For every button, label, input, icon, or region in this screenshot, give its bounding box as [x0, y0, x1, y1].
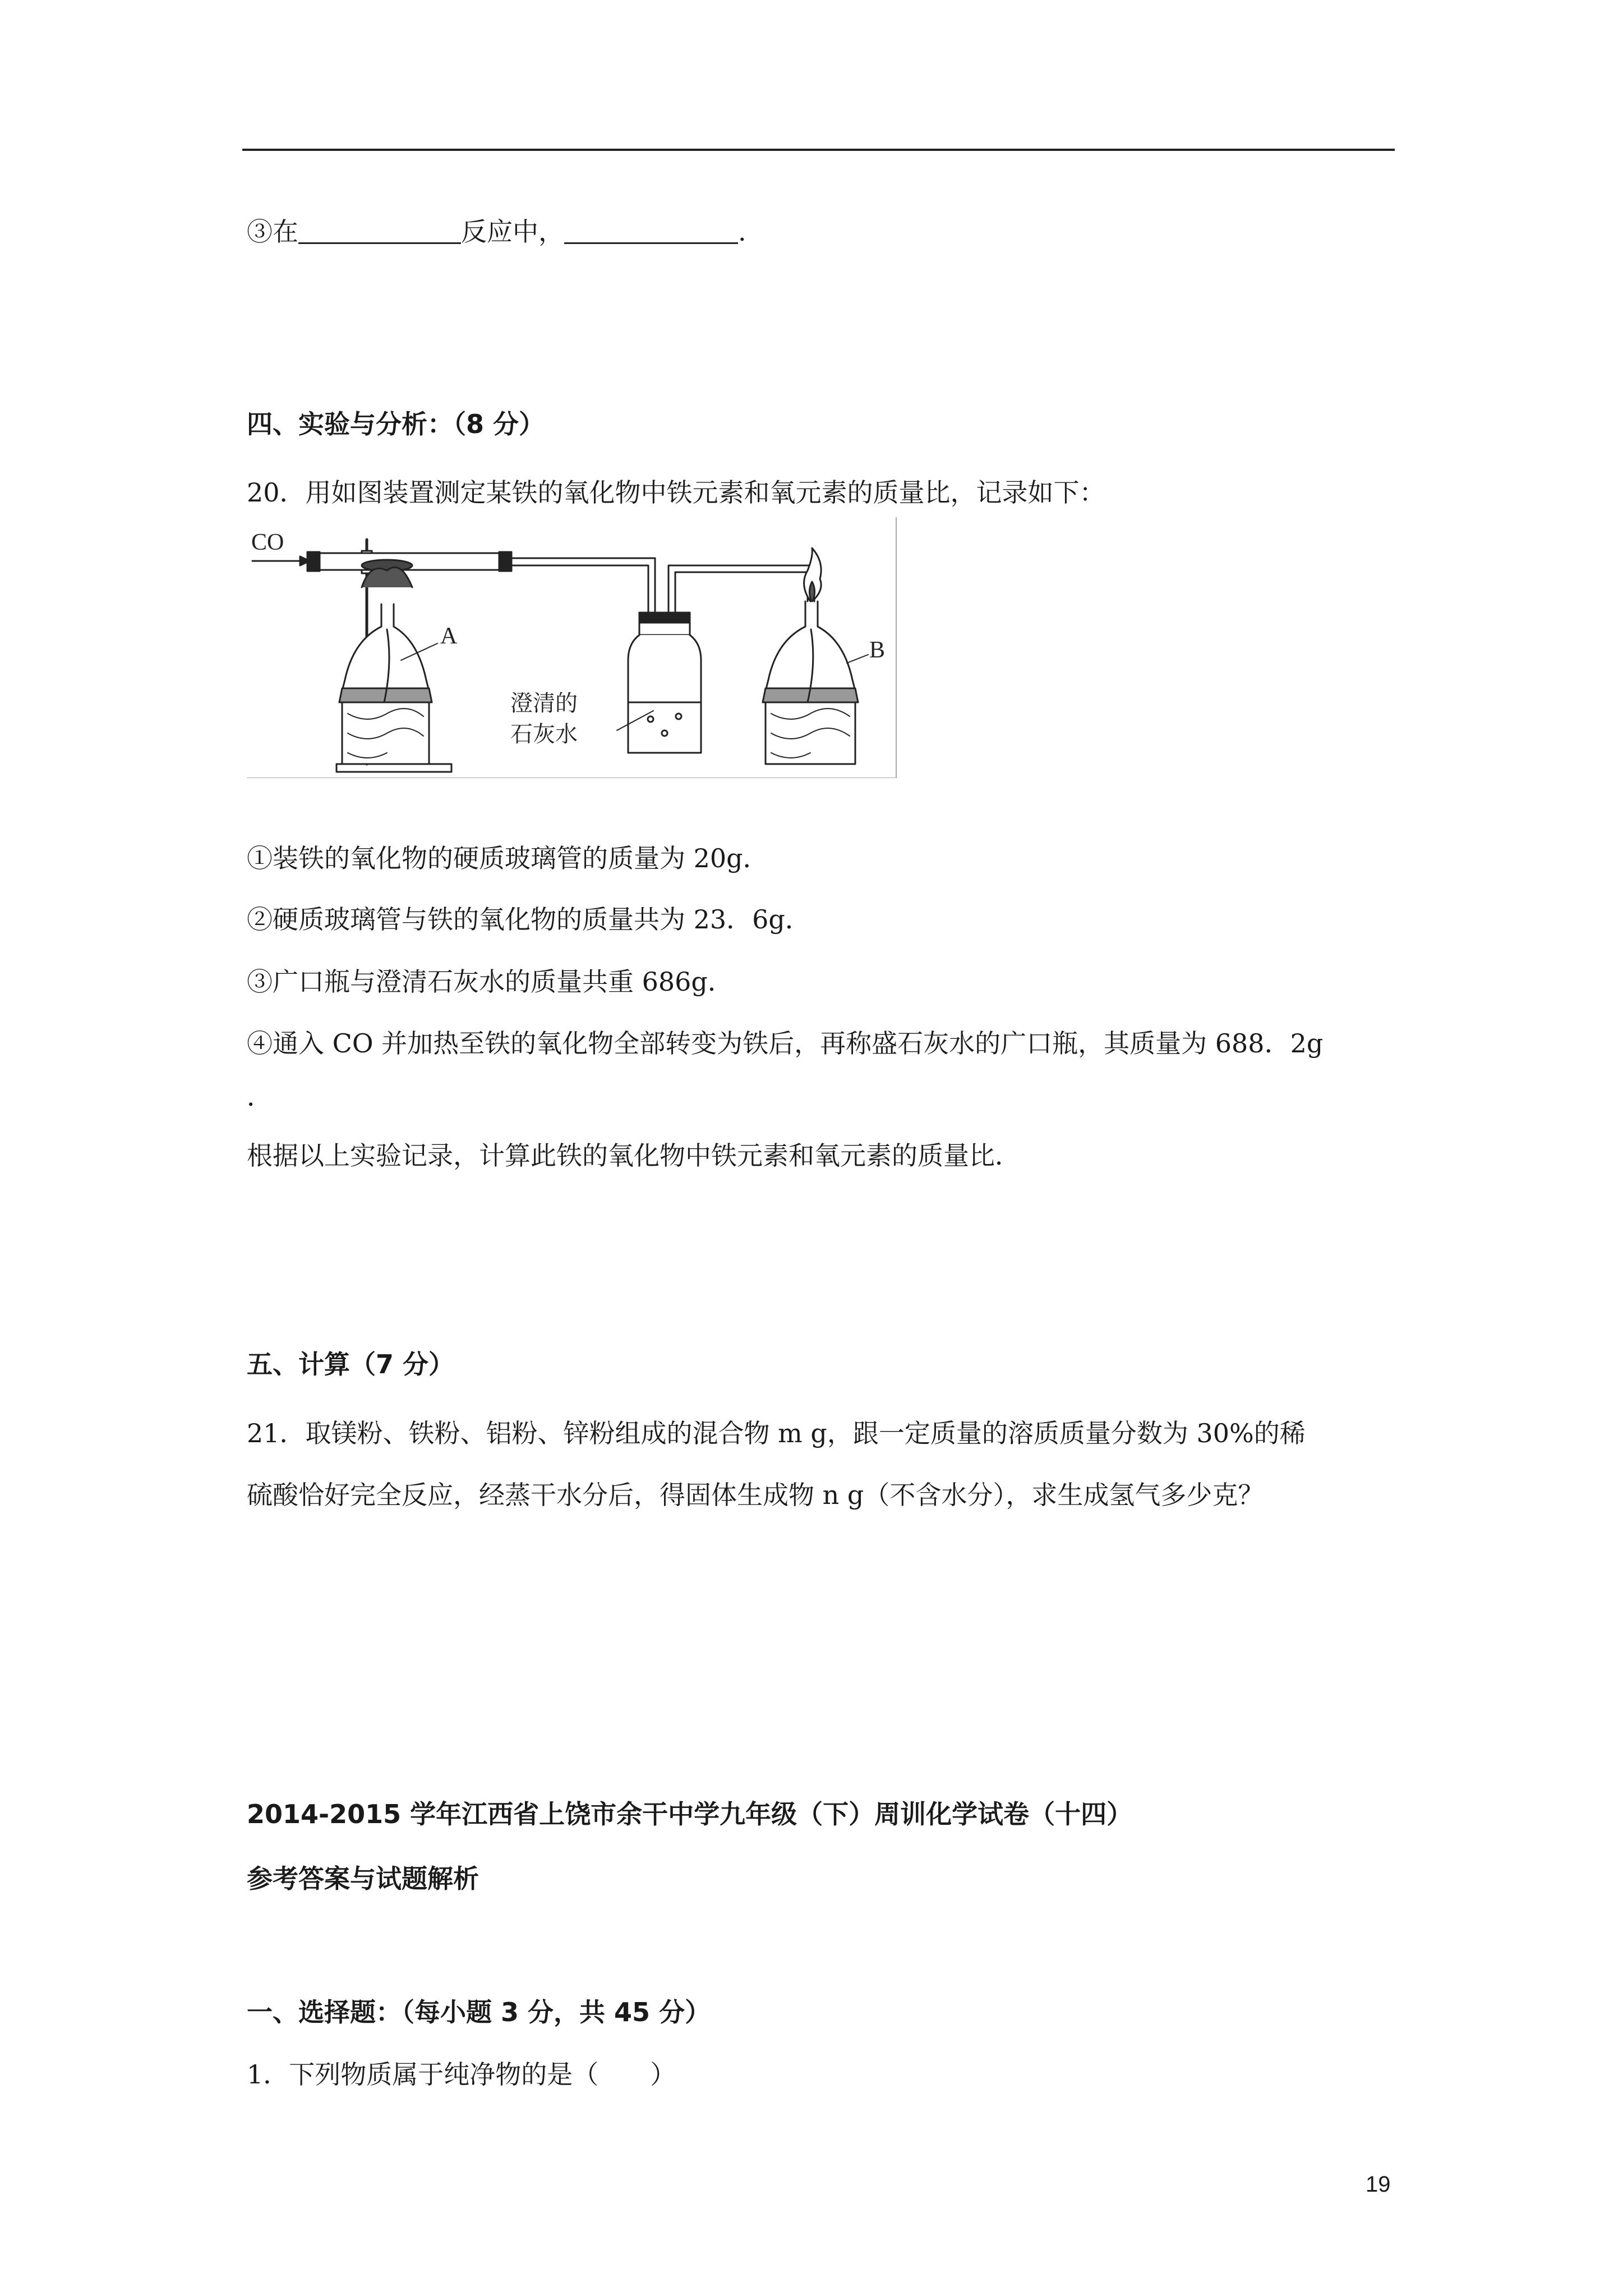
section1-title: 一、选择题：（每小题 3 分，共 45 分） [247, 1997, 711, 2027]
apparatus-figure [247, 517, 897, 778]
answer-blank-2 [564, 218, 738, 244]
answer-header-title: 2014-2015 学年江西省上饶市余干中学九年级（下）周训化学试卷（十四） [247, 1799, 1133, 1829]
page-number: 19 [1366, 2172, 1391, 2197]
pointer-b [847, 655, 868, 663]
section4-title: 四、实验与分析：（8 分） [247, 409, 545, 439]
q20-stem: 20．用如图装置测定某铁的氧化物中铁元素和氧元素的质量比，记录如下： [247, 477, 1105, 508]
label-burner-b: B [869, 637, 886, 663]
q20-record-1: ①装铁的氧化物的硬质玻璃管的质量为 20g． [247, 843, 769, 873]
q20-record-3: ③广口瓶与澄清石灰水的质量共重 686g． [247, 967, 734, 997]
q20-record-2: ②硬质玻璃管与铁的氧化物的质量共为 23．6g． [247, 904, 811, 935]
q20-record-4: ④通入 CO 并加热至铁的氧化物全部转变为铁后，再称盛石灰水的广口瓶，其质量为 688．2g [247, 1028, 1324, 1059]
stopper-left [307, 552, 320, 571]
q19-sub3-end: . [738, 217, 746, 247]
header-rule [242, 149, 1395, 151]
q19-sub3-mid: 反应中， [461, 217, 564, 247]
q19-sub3-prefix: ③在 [247, 217, 298, 247]
label-co: CO [251, 530, 284, 555]
section5-title: 五、计算（7 分） [247, 1349, 455, 1379]
flame-b-inner [809, 582, 814, 600]
label-limewater-2: 石灰水 [510, 721, 578, 747]
q21-line-1: 21．取镁粉、铁粉、铝粉、锌粉组成的混合物 m g，跟一定质量的溶质质量分数为 30%的稀 [247, 1418, 1306, 1448]
stand-base [336, 764, 451, 772]
answer-blank-1 [298, 218, 461, 244]
label-burner-a: A [440, 623, 458, 649]
q20-question: 根据以上实验记录，计算此铁的氧化物中铁元素和氧元素的质量比． [247, 1140, 1021, 1171]
label-limewater-1: 澄清的 [510, 691, 578, 716]
answer-header-subtitle: 参考答案与试题解析 [247, 1864, 479, 1894]
q1-stem: 1．下列物质属于纯净物的是（ ） [247, 2059, 676, 2090]
stopper-right [499, 552, 511, 571]
iron-oxide [362, 560, 412, 571]
q19-sub3-line [247, 215, 746, 249]
q21-line-2: 硫酸恰好完全反应，经蒸干水分后，得固体生成物 n g（不含水分），求生成氢气多少克？ [247, 1480, 1264, 1510]
bottle-stopper [639, 613, 690, 623]
q20-record-4-tail: ． [247, 1082, 273, 1112]
